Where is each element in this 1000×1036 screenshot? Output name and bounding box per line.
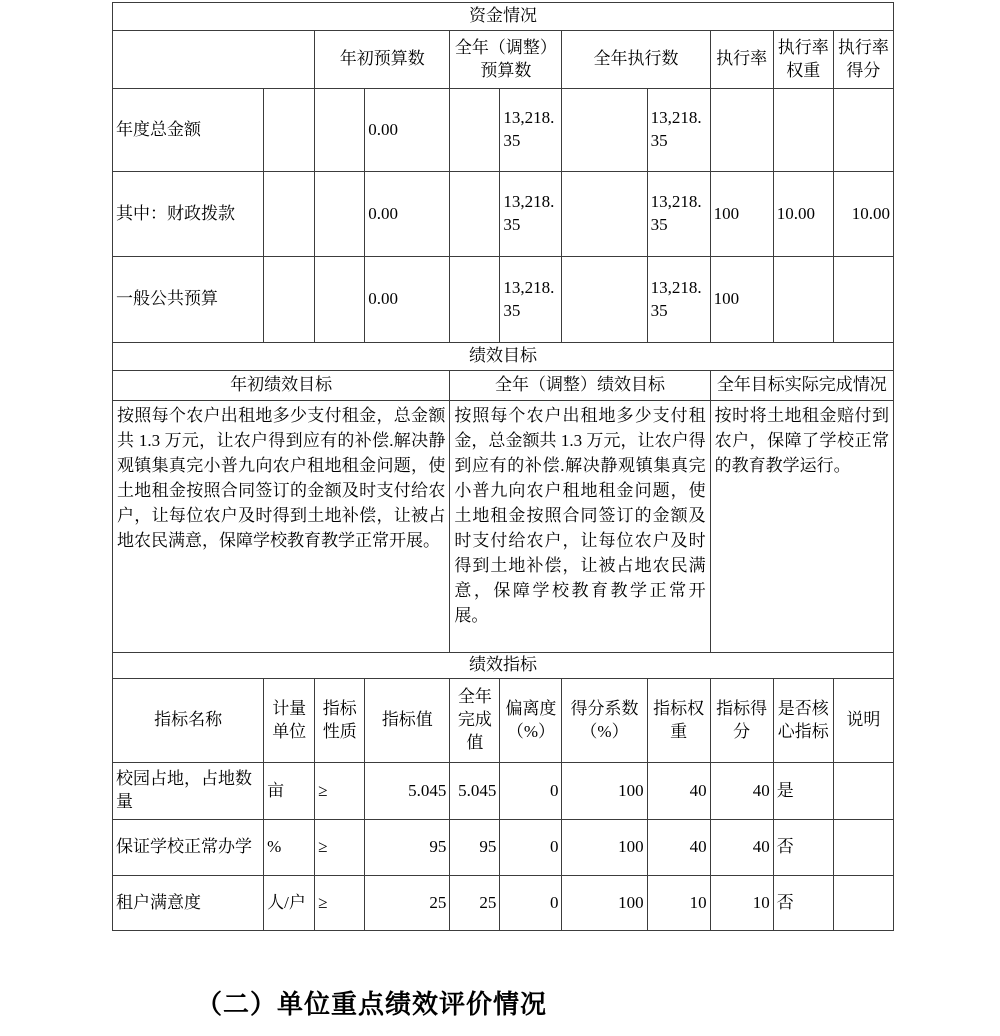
funding-col-initial-budget: 年初预算数 xyxy=(315,31,450,89)
goals-adjusted-text: 按照每个农户出租地多少支付租金，总金额共 1.3 万元，让农户得到应有的补偿.解决静观镇集真完小普九向农户租地租金问题，使土地租金按照合同签订的金额及时支付给农户，让每位农户及时得到土地补偿，让被占地农民满意，保障学校教育教学正常开展。 xyxy=(450,401,710,653)
indicator-completed-value: 95 xyxy=(450,820,500,876)
funding-col-adjusted-budget: 全年（调整）预算数 xyxy=(450,31,562,89)
goals-col-actual: 全年目标实际完成情况 xyxy=(710,371,893,401)
goals-section-title: 绩效目标 xyxy=(113,343,894,371)
goals-actual-text: 按时将土地租金赔付到农户，保障了学校正常的教育教学运行。 xyxy=(710,401,893,653)
indicator-core-flag: 否 xyxy=(773,876,833,931)
funding-rate-weight-value: 10.00 xyxy=(773,172,833,257)
table-row xyxy=(113,876,894,931)
indicator-name: 保证学校正常办学 xyxy=(113,820,264,876)
funding-spacer-cell xyxy=(562,257,647,343)
funding-spacer-cell xyxy=(562,172,647,257)
indicator-nature: ≥ xyxy=(315,876,365,931)
indicators-col-completed: 全年完成值 xyxy=(450,679,500,763)
indicator-unit: % xyxy=(264,820,315,876)
indicators-col-core: 是否核心指标 xyxy=(773,679,833,763)
indicator-completed-value: 25 xyxy=(450,876,500,931)
funding-rate-score-value xyxy=(833,257,893,343)
indicator-weight-value: 10 xyxy=(647,876,710,931)
table-row xyxy=(113,172,894,257)
indicator-target-value: 5.045 xyxy=(365,763,450,820)
funding-section-title: 资金情况 xyxy=(113,3,894,31)
indicators-section-title: 绩效指标 xyxy=(113,653,894,679)
goals-col-adjusted: 全年（调整）绩效目标 xyxy=(450,371,710,401)
funding-executed-value: 13,218.35 xyxy=(647,257,710,343)
funding-spacer-cell xyxy=(450,172,500,257)
funding-executed-value: 13,218.35 xyxy=(647,89,710,172)
indicator-deviation-value: 0 xyxy=(500,820,562,876)
indicator-note xyxy=(833,763,893,820)
indicator-core-flag: 是 xyxy=(773,763,833,820)
funding-executed-value: 13,218.35 xyxy=(647,172,710,257)
funding-initial-budget-value: 0.00 xyxy=(365,89,450,172)
table-row xyxy=(113,89,894,172)
goals-col-initial: 年初绩效目标 xyxy=(113,371,450,401)
indicators-col-score: 指标得分 xyxy=(710,679,773,763)
funding-adjusted-budget-value: 13,218.35 xyxy=(500,89,562,172)
indicator-nature: ≥ xyxy=(315,763,365,820)
indicator-completed-value: 5.045 xyxy=(450,763,500,820)
funding-rate-score-value xyxy=(833,89,893,172)
funding-adjusted-budget-value: 13,218.35 xyxy=(500,257,562,343)
indicators-col-deviation: 偏离度（%） xyxy=(500,679,562,763)
funding-adjusted-budget-value: 13,218.35 xyxy=(500,172,562,257)
funding-rate-value: 100 xyxy=(710,172,773,257)
indicator-coefficient-value: 100 xyxy=(562,820,647,876)
indicators-col-unit: 计量单位 xyxy=(264,679,315,763)
indicator-deviation-value: 0 xyxy=(500,876,562,931)
indicator-target-value: 95 xyxy=(365,820,450,876)
indicator-coefficient-value: 100 xyxy=(562,763,647,820)
funding-col-rate-weight: 执行率权重 xyxy=(773,31,833,89)
funding-spacer-cell xyxy=(264,89,315,172)
funding-col-execution-rate: 执行率 xyxy=(710,31,773,89)
indicator-score-value: 40 xyxy=(710,820,773,876)
table-row xyxy=(113,763,894,820)
indicator-score-value: 10 xyxy=(710,876,773,931)
section-heading: （二）单位重点绩效评价情况 xyxy=(196,990,548,1019)
indicator-unit: 亩 xyxy=(264,763,315,820)
funding-spacer-cell xyxy=(450,257,500,343)
indicators-col-target: 指标值 xyxy=(365,679,450,763)
funding-row-label: 一般公共预算 xyxy=(113,257,264,343)
indicator-deviation-value: 0 xyxy=(500,763,562,820)
funding-spacer-cell xyxy=(315,89,365,172)
indicators-col-coefficient: 得分系数（%） xyxy=(562,679,647,763)
indicators-col-nature: 指标性质 xyxy=(315,679,365,763)
funding-rate-value xyxy=(710,89,773,172)
indicator-nature: ≥ xyxy=(315,820,365,876)
funding-spacer-cell xyxy=(315,172,365,257)
indicator-score-value: 40 xyxy=(710,763,773,820)
indicator-note xyxy=(833,820,893,876)
funding-header-spacer xyxy=(113,31,315,89)
funding-spacer-cell xyxy=(450,89,500,172)
indicators-col-note: 说明 xyxy=(833,679,893,763)
funding-rate-weight-value xyxy=(773,257,833,343)
indicators-col-name: 指标名称 xyxy=(113,679,264,763)
performance-evaluation-table xyxy=(112,2,894,931)
funding-col-rate-score: 执行率得分 xyxy=(833,31,893,89)
indicator-coefficient-value: 100 xyxy=(562,876,647,931)
indicator-unit: 人/户 xyxy=(264,876,315,931)
indicator-note xyxy=(833,876,893,931)
funding-rate-score-value: 10.00 xyxy=(833,172,893,257)
funding-spacer-cell xyxy=(562,89,647,172)
indicator-name: 租户满意度 xyxy=(113,876,264,931)
funding-rate-value: 100 xyxy=(710,257,773,343)
funding-spacer-cell xyxy=(264,172,315,257)
indicator-target-value: 25 xyxy=(365,876,450,931)
indicator-weight-value: 40 xyxy=(647,820,710,876)
funding-initial-budget-value: 0.00 xyxy=(365,172,450,257)
funding-spacer-cell xyxy=(264,257,315,343)
funding-col-executed: 全年执行数 xyxy=(562,31,710,89)
table-row xyxy=(113,257,894,343)
indicator-weight-value: 40 xyxy=(647,763,710,820)
table-row xyxy=(113,820,894,876)
funding-spacer-cell xyxy=(315,257,365,343)
funding-row-label: 年度总金额 xyxy=(113,89,264,172)
indicators-col-weight: 指标权重 xyxy=(647,679,710,763)
indicator-core-flag: 否 xyxy=(773,820,833,876)
table-row xyxy=(113,401,894,653)
funding-rate-weight-value xyxy=(773,89,833,172)
funding-initial-budget-value: 0.00 xyxy=(365,257,450,343)
indicator-name: 校园占地，占地数量 xyxy=(113,763,264,820)
goals-initial-text: 按照每个农户出租地多少支付租金，总金额共 1.3 万元，让农户得到应有的补偿.解决静观镇集真完小普九向农户租地租金问题，使土地租金按照合同签订的金额及时支付给农户，让每位农户及时得到土地补偿，让被占地农民满意，保障学校教育教学正常开展。 xyxy=(113,401,450,653)
funding-row-label: 其中：财政拨款 xyxy=(113,172,264,257)
